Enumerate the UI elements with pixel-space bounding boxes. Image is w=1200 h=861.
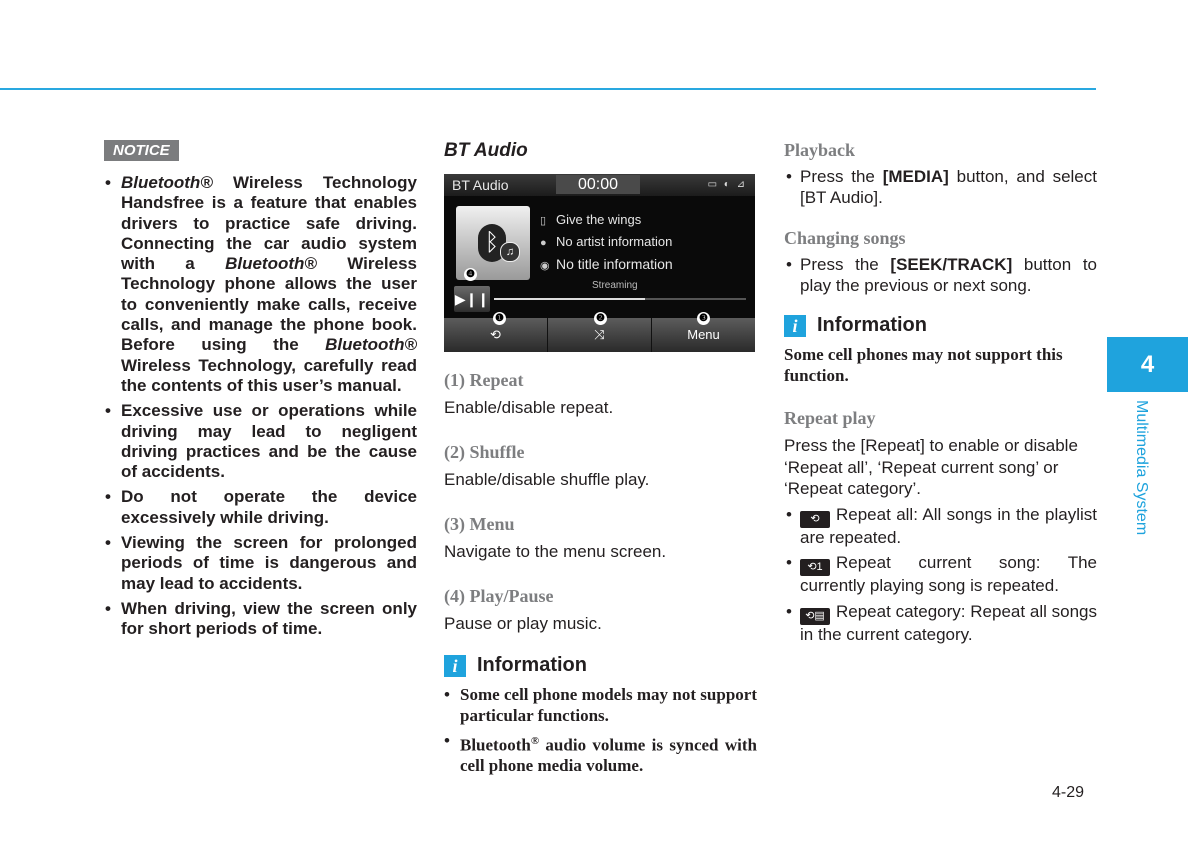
shuffle-icon: ⤨	[594, 327, 605, 342]
bt-audio-column	[444, 140, 757, 782]
repeat-all-item: • ⟲ Repeat all: All songs in the playlist are repeated.	[784, 505, 1097, 549]
play-pause-button[interactable]	[454, 286, 490, 312]
callout-4: ❹	[464, 268, 477, 281]
album-row: ◉ No title information	[540, 256, 673, 272]
item-menu: (3) Menu Navigate to the menu screen.	[444, 514, 667, 561]
menu-button[interactable]: Menu	[652, 318, 755, 352]
callout-1: ❶	[493, 312, 506, 325]
progress-fill	[494, 298, 645, 300]
repeat-play-heading: Repeat play	[784, 408, 876, 428]
top-rule	[0, 88, 1096, 90]
progress-bar[interactable]	[494, 298, 746, 300]
chapter-label: Multimedia System	[1133, 400, 1150, 536]
callout-3: ❸	[697, 312, 710, 325]
phone-icon: ▯	[540, 215, 547, 227]
status-icons: ▭ ◐ ⊿	[707, 179, 747, 190]
notice-item-4: • Viewing the screen for prolonged periods of time is dangerous and may lead to accidents.	[104, 533, 417, 594]
screen-clock: 00:00	[556, 175, 640, 194]
artist-row: ● No artist information	[540, 234, 673, 249]
notice-column	[104, 140, 417, 645]
item-shuffle: (2) Shuffle Enable/disable shuffle play.	[444, 442, 650, 489]
bluetooth-icon: ᛒ	[478, 224, 506, 262]
notice-item-2: • Excessive use or operations while driving may lead to negligent driving practices and be the cause of accidents.	[104, 401, 417, 482]
playback-heading: Playback	[784, 140, 856, 160]
information-icon: i	[784, 315, 806, 337]
notice-item-5: • When driving, view the screen only for short periods of time.	[104, 599, 417, 640]
person-icon: ●	[540, 237, 547, 249]
notice-item-1: • Bluetooth® Wireless Technology Handsfree is a feature that enables drivers to practice safe driving. Connecting the car audio system with a Bluetooth® Wireless Technology phone allows the user to conveniently make calls, receive calls, and manage the phone book. Before using the Bluetooth® Wireless Technology, carefully read the contents of this user’s manual.	[104, 173, 417, 396]
changing-songs-item: • Press the [SEEK/TRACK] button to play the previous or next song.	[784, 255, 1097, 296]
disc-icon: ◉	[540, 260, 550, 272]
notice-list	[104, 173, 417, 640]
info-item-2: • Bluetooth® audio volume is synced with cell phone media volume.	[444, 731, 757, 777]
streaming-label: Streaming	[592, 280, 638, 291]
changing-songs-heading: Changing songs	[784, 228, 906, 248]
notice-badge: NOTICE	[104, 140, 179, 161]
notice-item-3: • Do not operate the device excessively while driving.	[104, 487, 417, 528]
section-title: BT Audio	[444, 140, 528, 161]
information-icon: i	[444, 655, 466, 677]
repeat-current-item: • ⟲1 Repeat current song: The currently playing song is repeated.	[784, 553, 1097, 597]
chapter-tab: 4	[1107, 337, 1188, 392]
playback-item: • Press the [MEDIA] button, and select [BT Audio].	[784, 167, 1097, 208]
info-box-right: i Information Some cell phones may not support this function.	[784, 314, 1097, 386]
bt-audio-screen	[444, 174, 755, 352]
music-note-icon: ♫	[500, 242, 520, 262]
repeat-all-icon: ⟲	[800, 511, 830, 528]
info-text: Some cell phones may not support this function.	[784, 345, 1063, 385]
repeat-icon: ⟲	[490, 327, 501, 342]
play-pause-icon: ▶❙❙	[454, 291, 490, 307]
repeat-play-text: Press the [Repeat] to enable or disable ‘Repeat all’, ‘Repeat current song’ or ‘Repeat category’.	[784, 436, 1078, 498]
callout-2: ❷	[594, 312, 607, 325]
song-row: ▯ Give the wings	[540, 212, 642, 227]
item-repeat: (1) Repeat Enable/disable repeat.	[444, 370, 614, 417]
repeat-category-icon: ⟲▤	[800, 608, 830, 625]
info-item-1: • Some cell phone models may not support particular functions.	[444, 685, 757, 726]
repeat-one-icon: ⟲1	[800, 559, 830, 576]
repeat-category-item: • ⟲▤ Repeat category: Repeat all songs in the current category.	[784, 602, 1097, 646]
item-play-pause: (4) Play/Pause Pause or play music.	[444, 586, 602, 633]
info-box-left: i Information • Some cell phone models may not support particular functions. • Bluetooth® audio volume is synced with cell phone media volume.	[444, 654, 757, 777]
screen-title: BT Audio	[452, 177, 509, 193]
playback-column	[784, 140, 1097, 650]
page-number: 4-29	[1052, 784, 1085, 801]
